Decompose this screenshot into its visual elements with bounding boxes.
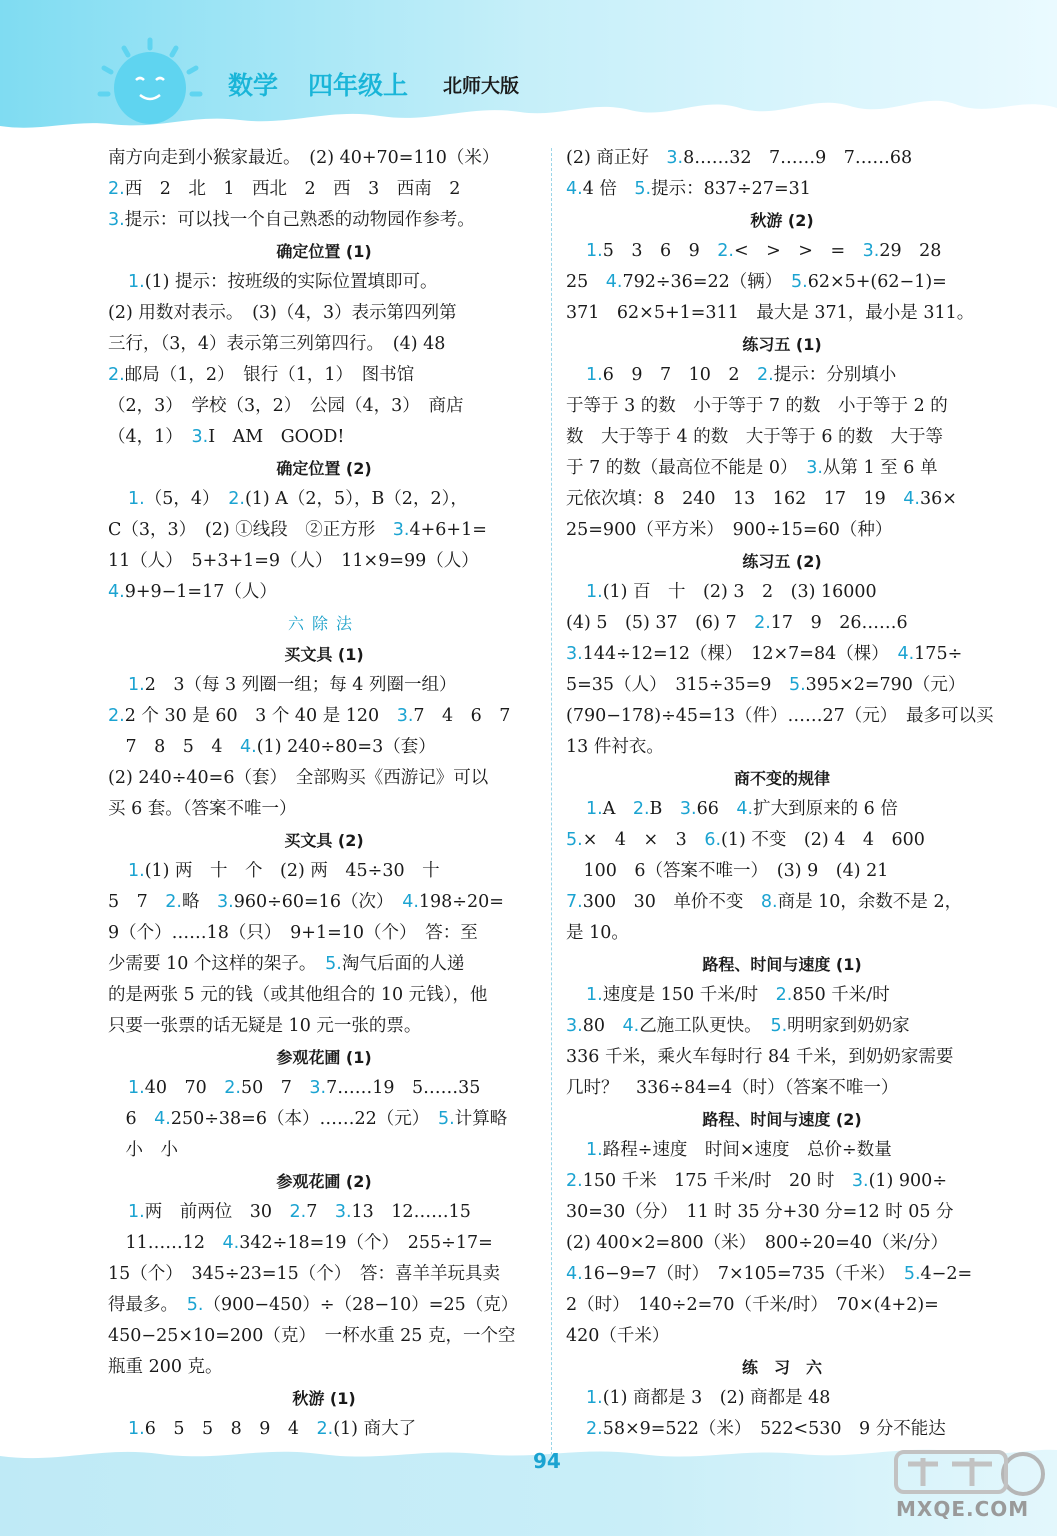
question-number: 5. (325, 954, 342, 974)
answer-text: 提示：可以找一个自己熟悉的动物园作参考。 (124, 210, 475, 230)
question-number: 3. (666, 148, 684, 168)
answer-text: 336 千米，乘火车每时行 84 千米，到奶奶家需要 (566, 1047, 954, 1067)
question-number: 4. (605, 272, 623, 292)
answer-line (566, 143, 998, 174)
answer-line (566, 980, 998, 1011)
answer-text: 450−25×10=200（克） 一杯水重 25 克，一个空 (108, 1326, 516, 1346)
answer-line (566, 639, 998, 670)
answer-text: (1) 商都是 3 (2) 商都是 48 (602, 1388, 831, 1408)
header-wave-band (0, 0, 1057, 145)
answer-line (108, 267, 540, 298)
answer-line (566, 1166, 998, 1197)
answer-line (566, 1197, 998, 1228)
answer-text: 乙施工队更快。 (639, 1016, 771, 1036)
question-number: 2. (108, 365, 125, 385)
answer-text: 南方向走到小猴家最近。 (2) 40+70=110（米） (108, 148, 500, 168)
question-number: 5. (770, 1016, 788, 1036)
question-number: 1. (586, 985, 603, 1005)
answer-text: 50 7 (240, 1078, 310, 1098)
answer-line (108, 949, 540, 980)
answer-text: （4，1） (108, 427, 192, 447)
answer-text: 计算略 (454, 1109, 508, 1129)
answer-text: (2) 400×2=800（米） 800÷20=40（米/分） (566, 1233, 949, 1253)
answer-text: 4−2= (920, 1264, 973, 1284)
answer-text: 8……32 7……9 7……68 (683, 148, 913, 168)
answer-line (108, 856, 540, 887)
question-number: 3. (566, 1016, 583, 1036)
answer-line (566, 236, 998, 267)
chapter-title (108, 608, 540, 639)
answer-line (108, 484, 540, 515)
section-heading (566, 329, 998, 360)
question-number: 1. (128, 861, 145, 881)
section-heading (566, 1104, 998, 1135)
answer-text: 13 12……15 (351, 1202, 471, 1222)
answer-text: 只要一张票的话无疑是 10 元一张的票。 (108, 1016, 422, 1036)
answer-text: 练 习 六 (741, 1358, 822, 1377)
answer-text: 9（个）……18（只） 9+1=10（个） 答：至 (108, 923, 478, 943)
answer-line (108, 763, 540, 794)
answer-text: 练习五 (1) (742, 335, 822, 354)
question-number: 4. (566, 179, 583, 199)
section-heading (108, 639, 540, 670)
question-number: 3. (191, 427, 209, 447)
answer-line (108, 1290, 540, 1321)
answer-text: (1) 240÷80=3（套） (256, 737, 436, 757)
question-number: 7. (566, 892, 583, 912)
answer-text: 371 62×5+1=311 最大是 371，最小是 311。 (566, 303, 975, 323)
answer-text: (4) 5 (5) 37 (6) 7 (566, 613, 755, 633)
answer-text: 6 9 7 10 2 (602, 365, 758, 385)
answer-text: 明明家到奶奶家 (787, 1016, 910, 1036)
answer-text: (1) 百 十 (2) 3 2 (3) 16000 (602, 582, 877, 602)
question-number: 1. (586, 365, 603, 385)
question-number: 2. (757, 365, 774, 385)
question-number: 5. (566, 830, 583, 850)
answer-text: 6 5 5 8 9 4 (144, 1419, 317, 1439)
answer-text: 于 7 的数（最高位不能是 0） (566, 458, 807, 478)
answer-text: 420（千米） (566, 1326, 670, 1346)
answer-text: 于等于 3 的数 小于等于 7 的数 小于等于 2 的 (566, 396, 948, 416)
answer-text: 参观花圃 (1) (276, 1048, 372, 1067)
question-number: 2. (316, 1419, 334, 1439)
answer-line (108, 329, 540, 360)
question-number: 4. (566, 1264, 583, 1284)
answer-text: 40 70 (144, 1078, 225, 1098)
question-number: 3. (851, 1171, 869, 1191)
answer-text: 80 (582, 1016, 623, 1036)
answer-line (566, 267, 998, 298)
answer-line (566, 515, 998, 546)
answer-line (108, 360, 540, 391)
answer-text: 瓶重 200 克。 (108, 1357, 223, 1377)
answer-line (566, 1259, 998, 1290)
answer-line (108, 422, 540, 453)
answer-text: 练习五 (2) (742, 552, 822, 571)
answer-text: 提示：837÷27=31 (651, 179, 811, 199)
answer-text: 30=30（分） 11 时 35 分+30 分=12 时 05 分 (566, 1202, 954, 1222)
answer-line (108, 1321, 540, 1352)
question-number: 3. (108, 210, 125, 230)
question-number: 8. (760, 892, 778, 912)
answer-text: (1) 提示：按班级的实际位置填即可。 (144, 272, 438, 292)
answer-line (108, 701, 540, 732)
answer-text: (1) 商大了 (333, 1419, 417, 1439)
answer-text: 是 10。 (566, 923, 629, 943)
section-heading (108, 1166, 540, 1197)
answer-text: 买文具 (2) (284, 831, 364, 850)
answer-text: 略 (181, 892, 217, 912)
answer-line (108, 1073, 540, 1104)
answer-text: < > > = (733, 241, 863, 261)
answer-text: 秋游 (1) (292, 1389, 356, 1408)
question-number: 4. (622, 1016, 640, 1036)
answer-text: 11（人） 5+3+1=9（人） 11×9=99（人） (108, 551, 479, 571)
answer-text: 确定位置 (1) (276, 242, 372, 261)
answer-text: 144÷12=12（棵） 12×7=84（棵） (582, 644, 898, 664)
question-number: 3. (392, 520, 410, 540)
answer-line (108, 887, 540, 918)
answer-text: （900−450）÷（28−10）=25（克） (203, 1295, 519, 1315)
answer-line (108, 577, 540, 608)
answer-text: 29 28 (879, 241, 942, 261)
answer-text: 25=900（平方米） 900÷15=60（种） (566, 520, 893, 540)
answer-line (566, 484, 998, 515)
answer-text: 17 9 26……6 (770, 613, 908, 633)
answer-text: 25 (566, 272, 606, 292)
answer-line (108, 205, 540, 236)
question-number: 5. (788, 675, 806, 695)
answer-text: 西 2 北 1 西北 2 西 3 西南 2 (124, 179, 461, 199)
answer-line (108, 732, 540, 763)
answer-text: 商不变的规律 (733, 769, 830, 788)
answer-text: 792÷36=22（辆） (622, 272, 791, 292)
section-heading (566, 546, 998, 577)
answer-text: 62×5+(62−1)= (807, 272, 947, 292)
answer-text: I AM GOOD! (208, 427, 345, 447)
question-number: 2. (108, 706, 125, 726)
question-number: 4. (240, 737, 257, 757)
answer-line (108, 391, 540, 422)
answer-text: 买文具 (1) (284, 645, 364, 664)
section-heading (108, 236, 540, 267)
question-number: 4. (222, 1233, 240, 1253)
answer-text: 4+6+1= (409, 520, 487, 540)
question-number: 2. (108, 179, 125, 199)
answer-line (566, 608, 998, 639)
answer-text: 秋游 (2) (750, 211, 814, 230)
section-heading (566, 949, 998, 980)
answer-line (566, 1228, 998, 1259)
page-number: 94 (533, 1449, 561, 1473)
question-number: 5. (634, 179, 652, 199)
answer-line (108, 546, 540, 577)
answer-line (566, 360, 998, 391)
question-number: 4. (903, 489, 920, 509)
watermark-text: MXQE.COM (896, 1497, 1030, 1521)
answer-text: 邮局（1，2） 银行（1，1） 图书馆 (124, 365, 415, 385)
answer-text: 路程、时间与速度 (1) (702, 955, 862, 974)
question-number: 2. (289, 1202, 307, 1222)
answer-text: （5，4） (144, 489, 229, 509)
question-number: 2. (632, 799, 650, 819)
question-number: 5. (438, 1109, 455, 1129)
question-number: 4. (402, 892, 419, 912)
answer-text: 买 6 套。（答案不唯一） (108, 799, 297, 819)
question-number: 1. (128, 1202, 145, 1222)
answer-text: 960÷60=16（次） (233, 892, 403, 912)
answer-text: 参观花圃 (2) (276, 1172, 372, 1191)
answer-line (108, 1352, 540, 1383)
answer-line (566, 298, 998, 329)
answer-line (108, 1228, 540, 1259)
section-heading (566, 205, 998, 236)
answer-text: (1) 不变 (2) 4 4 600 (721, 830, 925, 850)
answer-column-left (108, 143, 540, 1445)
answer-text: 7 (306, 1202, 335, 1222)
question-number: 1. (128, 272, 145, 292)
answer-line (566, 1321, 998, 1352)
section-heading (566, 1352, 998, 1383)
question-number: 3. (334, 1202, 352, 1222)
question-number: 2. (165, 892, 182, 912)
question-number: 3. (806, 458, 823, 478)
section-heading (108, 453, 540, 484)
question-number: 1. (128, 675, 145, 695)
answer-line (566, 174, 998, 205)
page-header (0, 0, 1057, 145)
answer-text: 11……12 (108, 1233, 223, 1253)
answer-line (566, 453, 998, 484)
question-number: 1. (586, 582, 603, 602)
answer-text: 提示：分别填小 (773, 365, 897, 385)
answer-text: (1) 两 十 个 (2) 两 45÷30 十 (144, 861, 440, 881)
column-divider (551, 148, 552, 1460)
answer-text: 15（个） 345÷23=15（个） 答：喜羊羊玩具卖 (108, 1264, 501, 1284)
answer-text: 数 大于等于 4 的数 大于等于 6 的数 大于等 (566, 427, 944, 447)
question-number: 1. (128, 1419, 145, 1439)
answer-line (108, 1259, 540, 1290)
answer-line (566, 391, 998, 422)
question-number: 1. (586, 799, 603, 819)
question-number: 3. (309, 1078, 327, 1098)
answer-line (108, 1104, 540, 1135)
answer-line (566, 670, 998, 701)
answer-text: 几时？ 336÷84=4（时）（答案不唯一） (566, 1078, 899, 1098)
answer-line (108, 1135, 540, 1166)
question-number: 3. (566, 644, 583, 664)
answer-text: 150 千米 175 千米/时 20 时 (582, 1171, 852, 1191)
answer-text: (2) 240÷40=6（套） 全部购买《西游记》可以 (108, 768, 489, 788)
answer-text: 5 7 (108, 892, 166, 912)
question-number: 2. (224, 1078, 241, 1098)
answer-text: 的是两张 5 元的钱（或其他组合的 10 元钱），他 (108, 985, 488, 1005)
question-number: 1. (586, 1140, 603, 1160)
question-number: 2. (754, 613, 771, 633)
answer-text: 16−9=7（时） 7×105=735（千米） (582, 1264, 904, 1284)
question-number: 3. (216, 892, 234, 912)
answer-text: 7 8 5 4 (108, 737, 241, 757)
answer-text: 2 3（每 3 列圈一组；每 4 列圈一组） (144, 675, 457, 695)
answer-line (108, 515, 540, 546)
answer-text: 175÷ (914, 644, 963, 664)
answer-text: 路程、时间与速度 (2) (702, 1110, 862, 1129)
answer-column-right (566, 143, 998, 1445)
answer-text: 9+9−1=17（人） (124, 582, 277, 602)
question-number: 1. (586, 241, 603, 261)
question-number: 2. (717, 241, 734, 261)
question-number: 2. (775, 985, 793, 1005)
answer-text: 7 4 6 7 (413, 706, 511, 726)
answer-text: 342÷18=19（个） 255÷17= (239, 1233, 493, 1253)
answer-text: (790−178)÷45=13（件）……27（元） 最多可以买 (566, 706, 994, 726)
answer-text: 速度是 150 千米/时 (602, 985, 776, 1005)
answer-line (566, 825, 998, 856)
answer-line (566, 1290, 998, 1321)
answer-text: (1) A（2，5），B（2，2）， (244, 489, 468, 509)
question-number: 1. (128, 489, 145, 509)
answer-text: 66 (696, 799, 737, 819)
answer-text: 得最多。 (108, 1295, 187, 1315)
answer-text: 路程÷速度 时间×速度 总价÷数量 (602, 1140, 892, 1160)
answer-line (566, 1135, 998, 1166)
answer-text: 少需要 10 个这样的架子。 (108, 954, 326, 974)
answer-text: 三行，（3，4）表示第三列第四行。 (4) 48 (108, 334, 446, 354)
question-number: 5. (186, 1295, 204, 1315)
question-number: 1. (128, 1078, 145, 1098)
answer-line (566, 1042, 998, 1073)
section-heading (566, 763, 998, 794)
question-number: 1. (586, 1388, 603, 1408)
answer-line (108, 298, 540, 329)
question-number: 3. (862, 241, 880, 261)
header-subject: 数学 (228, 71, 279, 100)
answer-text: B (649, 799, 680, 819)
question-number: 4. (154, 1109, 171, 1129)
answer-text: 4 倍 (582, 179, 635, 199)
answer-text: 元依次填：8 240 13 162 17 19 (566, 489, 904, 509)
question-number: 2. (586, 1419, 603, 1439)
answer-text: 850 千米/时 (792, 985, 890, 1005)
answer-text: 250÷38=6（本）……22（元） (170, 1109, 438, 1129)
answer-text: 395×2=790（元） (805, 675, 966, 695)
answer-line (566, 887, 998, 918)
answer-line (108, 174, 540, 205)
answer-line (108, 1197, 540, 1228)
answer-line (566, 794, 998, 825)
answer-line (108, 670, 540, 701)
answer-text: 36× (919, 489, 957, 509)
question-number: 2. (228, 489, 245, 509)
answer-line (108, 794, 540, 825)
answer-text: 两 前两位 30 (144, 1202, 290, 1222)
header-edition: 北师大版 (443, 75, 520, 97)
question-number: 4. (897, 644, 915, 664)
answer-text: 100 6（答案不唯一） (3) 9 (4) 21 (566, 861, 889, 881)
answer-line (108, 1011, 540, 1042)
answer-text: × 4 × 3 (582, 830, 705, 850)
answer-line (566, 732, 998, 763)
answer-line (566, 856, 998, 887)
question-number: 5. (903, 1264, 921, 1284)
answer-text: 5=35（人） 315÷35=9 (566, 675, 789, 695)
answer-text: A (602, 799, 633, 819)
question-number: 3. (396, 706, 414, 726)
header-grade: 四年级上 (308, 71, 409, 100)
answer-text: (2) 用数对表示。 (3)（4，3）表示第四列第 (108, 303, 457, 323)
section-heading (108, 1383, 540, 1414)
answer-text: 六除法 (287, 614, 360, 633)
answer-text: 5 3 6 9 (602, 241, 718, 261)
question-number: 2. (566, 1171, 583, 1191)
answer-text: 13 件衬衣。 (566, 737, 664, 757)
question-number: 5. (791, 272, 808, 292)
section-heading (108, 1042, 540, 1073)
answer-text: 2（时） 140÷2=70（千米/时） 70×(4+2)= (566, 1295, 939, 1315)
answer-text: 从第 1 至 6 单 (822, 458, 938, 478)
answer-line (566, 1011, 998, 1042)
answer-text: 小 小 (108, 1140, 178, 1160)
answer-text: 2 个 30 是 60 3 个 40 是 120 (124, 706, 397, 726)
answer-text: C（3，3） (2) ①线段 ②正方形 (108, 520, 393, 540)
answer-line (566, 1073, 998, 1104)
answer-text: 商是 10，余数不是 2， (777, 892, 963, 912)
answer-text: (1) 900÷ (868, 1171, 947, 1191)
answer-text: 198÷20= (418, 892, 504, 912)
answer-line (566, 577, 998, 608)
answer-line (108, 918, 540, 949)
answer-text: 淘气后面的人递 (341, 954, 465, 974)
answer-text: 确定位置 (2) (276, 459, 372, 478)
answer-text: 7……19 5……35 (326, 1078, 481, 1098)
answer-text: 扩大到原来的 6 倍 (753, 799, 898, 819)
answer-text: （2，3） 学校（3，2） 公园（4，3） 商店 (108, 396, 464, 416)
answer-line (566, 918, 998, 949)
answer-line (566, 1383, 998, 1414)
answer-line (108, 980, 540, 1011)
answer-line (566, 422, 998, 453)
section-heading (108, 825, 540, 856)
answer-text: 6 (108, 1109, 155, 1129)
question-number: 3. (679, 799, 697, 819)
answer-text: (2) 商正好 (566, 148, 667, 168)
answer-line (108, 143, 540, 174)
question-number: 6. (704, 830, 722, 850)
question-number: 4. (108, 582, 125, 602)
answer-text: 300 30 单价不变 (582, 892, 761, 912)
answer-text: 58×9=522（米） 522<530 9 分不能达 (602, 1419, 946, 1439)
question-number: 4. (736, 799, 754, 819)
answer-line (566, 701, 998, 732)
